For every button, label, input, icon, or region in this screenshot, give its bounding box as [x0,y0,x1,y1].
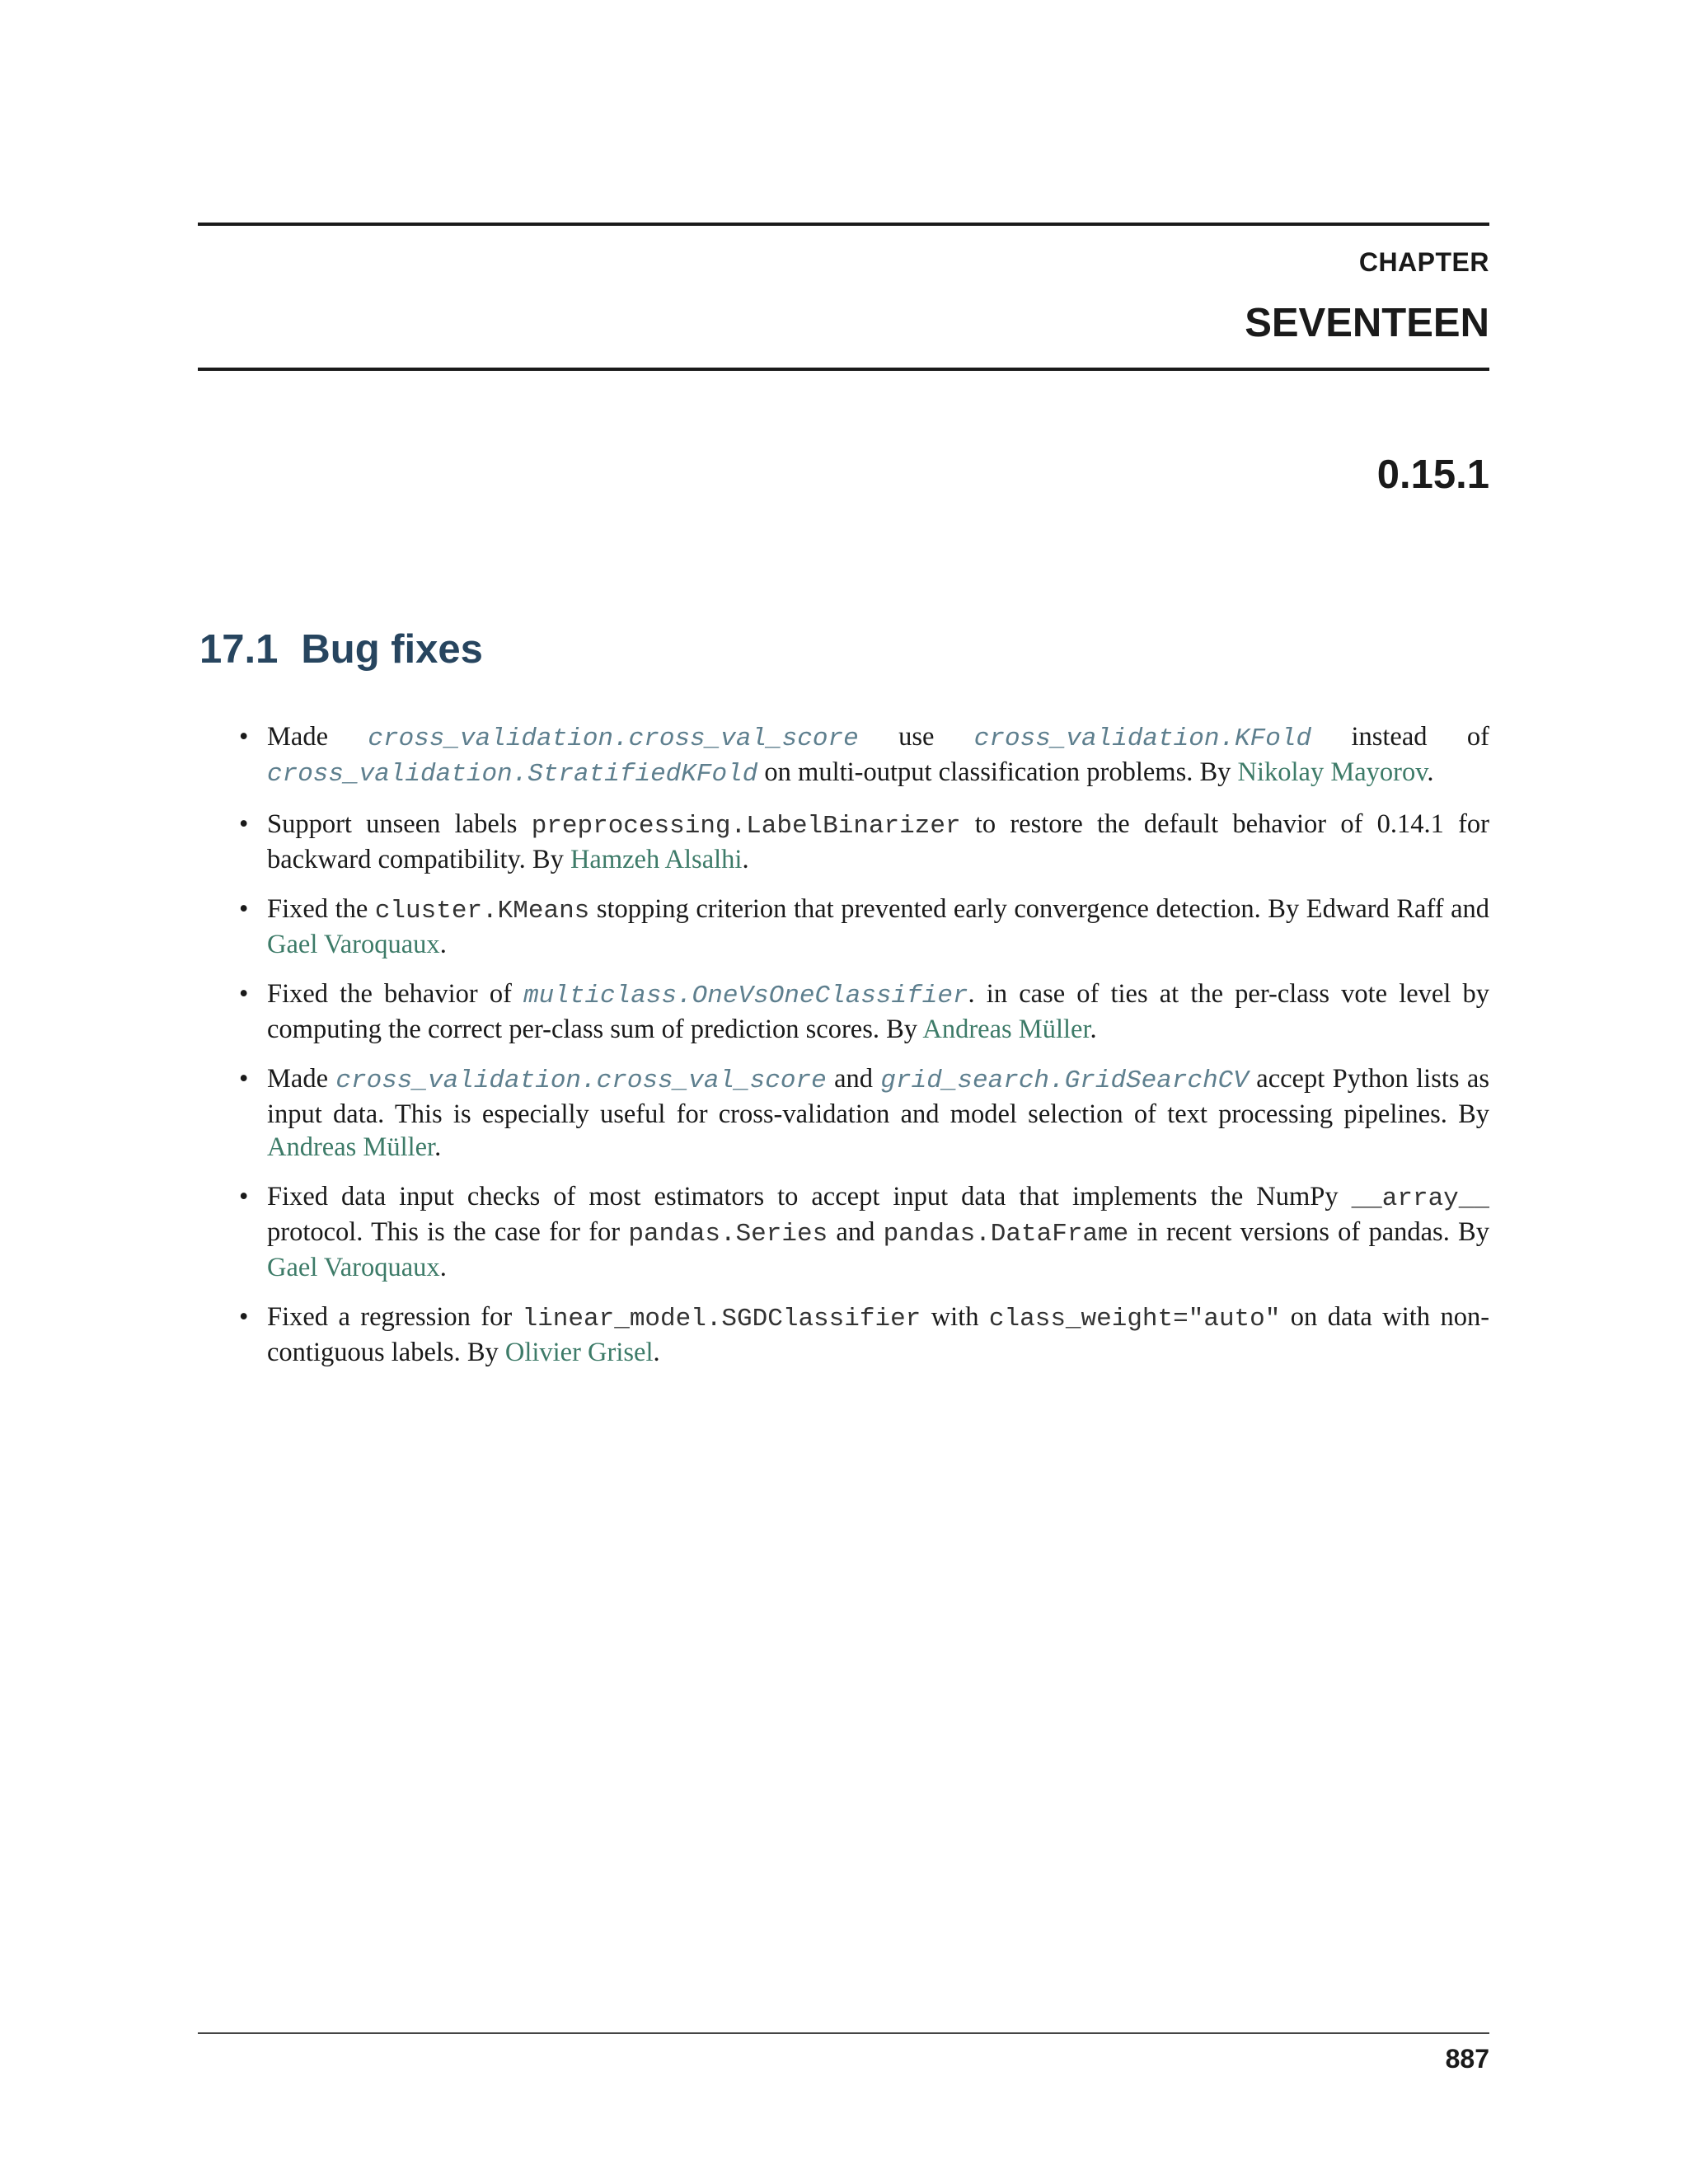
list-item: • Fixed the cluster.KMeans stopping criterion that prevented early convergence detection. By Edward Raff and Gael Varoquaux. [239,894,1490,959]
author-link[interactable]: Andreas Müller [267,1132,435,1162]
chapter-title: 0.15.1 [1376,452,1489,497]
author-link[interactable]: Hamzeh Alsalhi [570,845,743,874]
page-number: 887 [1445,2044,1489,2074]
chapter-label: CHAPTER [1358,247,1489,277]
author-link[interactable]: Gael Varoquaux [267,1253,440,1282]
chapter-top-rule [198,223,1489,226]
section-title: Bug fixes [301,627,483,672]
api-link[interactable]: grid_search.GridSearchCV [880,1066,1249,1095]
chapter-number: SEVENTEEN [1245,301,1489,345]
section-heading [199,626,483,673]
list-item: • Fixed the behavior of multiclass.OneVsOneClassifier. in case of ties at the per-class vote level by computing the correct per-class sum of prediction scores. By Andreas Müller. [239,979,1490,1044]
api-link[interactable]: cross_validation.cross_val_score [335,1066,827,1095]
code-literal: cluster.KMeans [374,897,590,926]
section-number: 17.1 [199,627,279,672]
code-literal: linear_model.SGDClassifier [522,1305,921,1333]
list-item: • Fixed a regression for linear_model.SGDClassifier with class_weight="auto" on data with non-contiguous labels. By Olivier Grisel. [239,1302,1490,1367]
list-item: • Fixed data input checks of most estimators to accept input data that implements the NumPy __array__ protocol. This is the case for for pandas.Series and pandas.DataFrame in recent versions of pandas. By Gael Varoquaux. [239,1182,1489,1282]
author-link[interactable]: Olivier Grisel [504,1338,654,1367]
api-link[interactable]: cross_validation.cross_val_score [368,724,859,753]
list-item: • Made cross_validation.cross_val_score use cross_validation.KFold instead of cross_validation.StratifiedKFold on multi-output classification problems. By Nikolay Mayorov. [239,722,1489,789]
author-link[interactable]: Nikolay Mayorov [1237,757,1428,787]
bullet: • [239,809,249,839]
bullet: • [239,1064,249,1094]
author-link[interactable]: Gael Varoquaux [267,930,440,959]
bullet: • [239,979,249,1009]
author-link[interactable]: Andreas Müller [922,1015,1090,1044]
chapter-bottom-rule [198,368,1489,371]
footer-rule [198,2032,1489,2034]
bullet: • [239,894,249,924]
code-literal: preprocessing.LabelBinarizer [531,812,961,841]
list-item: • Made cross_validation.cross_val_score and grid_search.GridSearchCV accept Python lists as input data. This is especially useful for cross-validation and model selection of text processing pipelines. By Andreas Müller. [239,1064,1489,1162]
list-item: • Support unseen labels preprocessing.LabelBinarizer to restore the default behavior of 0.14.1 for backward compatibility. By Hamzeh Alsalhi. [239,809,1490,874]
bullet: • [239,722,249,752]
bullet: • [239,1302,249,1332]
bullet: • [239,1182,249,1212]
code-literal: class_weight="auto" [988,1305,1281,1333]
api-link[interactable]: cross_validation.KFold [973,724,1312,753]
code-literal: __array__ [1351,1184,1489,1213]
code-literal: pandas.DataFrame [883,1220,1129,1249]
api-link[interactable]: cross_validation.StratifiedKFold [267,760,758,789]
bug-fix-list [239,720,1489,1385]
code-literal: pandas.Series [628,1220,828,1249]
api-link[interactable]: multiclass.OneVsOneClassifier [523,982,968,1010]
